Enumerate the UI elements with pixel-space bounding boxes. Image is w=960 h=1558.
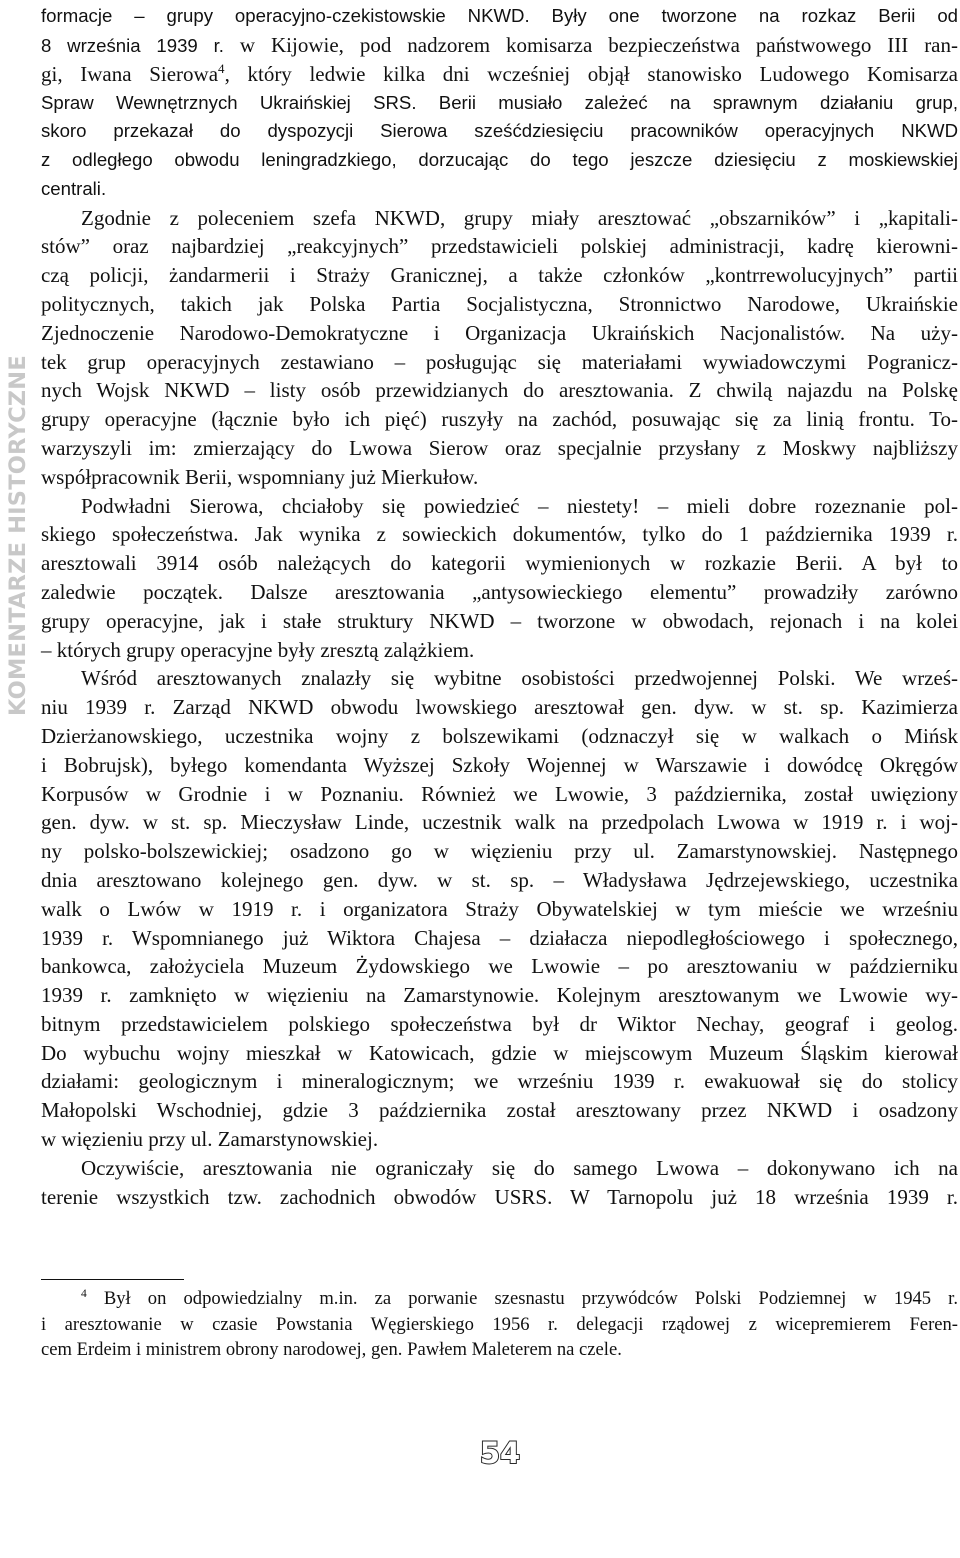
text-line: zaledwie początek. Dalsze aresztowania „antysowieckiego elementu” prowadziły zarówno — [41, 579, 958, 604]
text-line: skiego społeczeństwa. Jak wynika z sowieckich dokumentów, tylko do 1 października 1939 r. — [41, 522, 958, 547]
text-line: grupy operacyjne (łącznie było ich pięć) ruszyły na zachód, posuwając się za linią frontu. To- — [41, 407, 958, 432]
text-line: bitnym przedstawicielem polskiego społeczeństwa był dr Wiktor Nechay, geograf i geolog. — [41, 1011, 958, 1036]
text-line: terenie wszystkich tzw. zachodnich obwodów USRS. W Tarnopolu już 18 września 1939 r. — [41, 1184, 958, 1209]
footnote-marker: 4 — [81, 1287, 87, 1300]
text-line: Podwładni Sierowa, chciałoby się powiedzieć – niestety! – mieli dobre rozeznanie pol- — [81, 493, 958, 518]
text-line: 1939 r. zamknięto w więzieniu na Zamarstynowie. Kolejnym aresztowanym we Lwowie wy- — [41, 983, 958, 1008]
footnotes — [41, 1286, 958, 1363]
footnote-ref: 4 — [218, 60, 225, 76]
text-line: czą policji, żandarmerii i Straży Granicznej, a także członków „kontrrewolucyjnych” partii — [41, 263, 958, 288]
text-line: skoro przekazał do dyspozycji Sierowa sześćdziesięciu pracowników operacyjnych NKWD — [41, 120, 958, 142]
text-line: centrali. — [41, 177, 107, 199]
text-line: politycznych, takich jak Polska Partia Socjalistyczna, Stronnictwo Narodowe, Ukraińskie — [41, 291, 958, 316]
text-line: Do wybuchu wojny mieszkał w Katowicach, gdzie w miejscowym Muzeum Śląskim kierował — [41, 1040, 958, 1065]
footnote-line: cem Erdeim i ministrem obrony narodowej, gen. Pawłem Maleterem na czele. — [41, 1339, 622, 1361]
text-line: – których grupy operacyjne były zresztą zalążkiem. — [41, 637, 475, 662]
text-line: Dzierżanowskiego, uczestnika wojny z bolszewikami (odznaczył się w walkach o Mińsk — [41, 723, 958, 748]
footnote-divider — [41, 1279, 184, 1280]
text-line: nych Wojsk NKWD – listy osób przewidzianych do aresztowania. Z chwilą najazdu na Polskę — [41, 378, 958, 403]
text-line: stów” oraz najbardziej „reakcyjnych” przedstawicieli polskiej administracji, kadrę kierowni- — [41, 234, 958, 259]
text-line: bankowca, założyciela Muzeum Żydowskiego we Lwowie – po aresztowaniu w październiku — [41, 954, 958, 979]
footnote-line: $^4$ Był on odpowiedzialny m.in. za porwanie szesnastu przywódców Polski Podziemnej w 1945 r. — [81, 1287, 958, 1309]
text-line: gen. dyw. w st. sp. Mieczysław Linde, uczestnik walk na przedpolach Lwowa w 1919 r. i woj- — [41, 810, 958, 835]
text-line: w więzieniu przy ul. Zamarstynowskiej. — [41, 1127, 379, 1152]
body-text — [41, 2, 958, 1211]
text-line: 8 września 1939 r. w Kijowie, pod nadzorem komisarza bezpieczeństwa państwowego III ran- — [41, 32, 958, 57]
footnote-line: i aresztowanie w czasie Powstania Węgierskiego 1956 r. delegacji rządowej z wicepremierem Feren- — [41, 1313, 958, 1335]
text-line: formacje – grupy operacyjno-czekistowskie NKWD. Były one tworzone na rozkaz Berii od — [41, 5, 958, 26]
text-line: Spraw Wewnętrznych Ukraińskiej SRS. Berii musiało zależeć na sprawnym działaniu grup, — [41, 92, 959, 114]
text-line: aresztowali 3914 osób należących do kategorii wymienionych w rozkazie Berii. A był to — [41, 551, 958, 576]
text-line: Wśród aresztowanych znalazły się wybitne osobistości przedwojennej Polski. We wrześ- — [81, 666, 958, 691]
text-line: z odległego obwodu leningradzkiego, dorzucając do tego jeszcze dziesięciu z moskiewskiej — [41, 148, 958, 170]
text-line: działami: geologicznym i mineralogicznym; we wrześniu 1939 r. ewakuował się do stolicy — [41, 1069, 958, 1094]
text-line: Zjednoczenie Narodowo-Demokratyczne i Organizacja Ukraińskich Nacjonalistów. Na uży- — [41, 320, 958, 345]
text-line: Małopolski Wschodniej, gdzie 3 października został aresztowany przez NKWD i osadzony — [41, 1098, 958, 1123]
text-line: Zgodnie z poleceniem szefa NKWD, grupy miały aresztować „obszarników” i „kapitali- — [81, 205, 958, 230]
text-line: warzyszyli im: zmierzający do Lwowa Sierow oraz specjalnie przysłany z Moskwy najbliższy — [41, 435, 958, 460]
section-side-label — [2, 0, 32, 720]
text-line: ny polsko-bolszewickiej; osadzono go w więzieniu przy ul. Zamarstynowskiej. Następnego — [41, 839, 958, 864]
text-line: tek grup operacyjnych zestawiano – posługując się materiałami wywiadowczymi Pogranicz- — [41, 349, 958, 374]
text-line: walk o Lwów w 1919 r. i organizatora Straży Obywatelskiej w tym mieście we wrześniu — [41, 896, 958, 921]
text-line: grupy operacyjne, jak i stałe struktury NKWD – tworzone w obwodach, rejonach i na kolei — [41, 608, 958, 633]
text-line: i Bobrujsk), byłego komendanta Wyższej Szkoły Wojennej w Warszawie i dowódcę Okręgów — [41, 752, 958, 777]
text-line: Korpusów w Grodnie i w Poznaniu. Również we Lwowie, 3 października, został uwięziony — [41, 781, 958, 806]
section-side-label-text: KOMENTARZE HISTORYCZNE — [5, 355, 31, 716]
text-line: Oczywiście, aresztowania nie ograniczały się do samego Lwowa – dokonywano ich na — [81, 1155, 958, 1180]
page-number: 54 — [479, 1436, 521, 1470]
text-line: niu 1939 r. Zarząd NKWD obwodu lwowskiego aresztował gen. dyw. w st. sp. Kazimierza — [41, 695, 958, 720]
text-line: współpracownik Berii, wspomniany już Mierkułow. — [41, 464, 479, 489]
text-line: dnia aresztowano kolejnego gen. dyw. w st. sp. – Władysława Jędrzejewskiego, uczestnika — [41, 867, 958, 892]
text-line: 1939 r. Wspomnianego już Wiktora Chajesa – działacza niepodległościowego i społecznego, — [41, 925, 958, 950]
text-line: gi, Iwana Sierowa$^4$, który ledwie kilka dni wcześniej objął stanowisko Ludowego Komisarza — [41, 60, 959, 86]
